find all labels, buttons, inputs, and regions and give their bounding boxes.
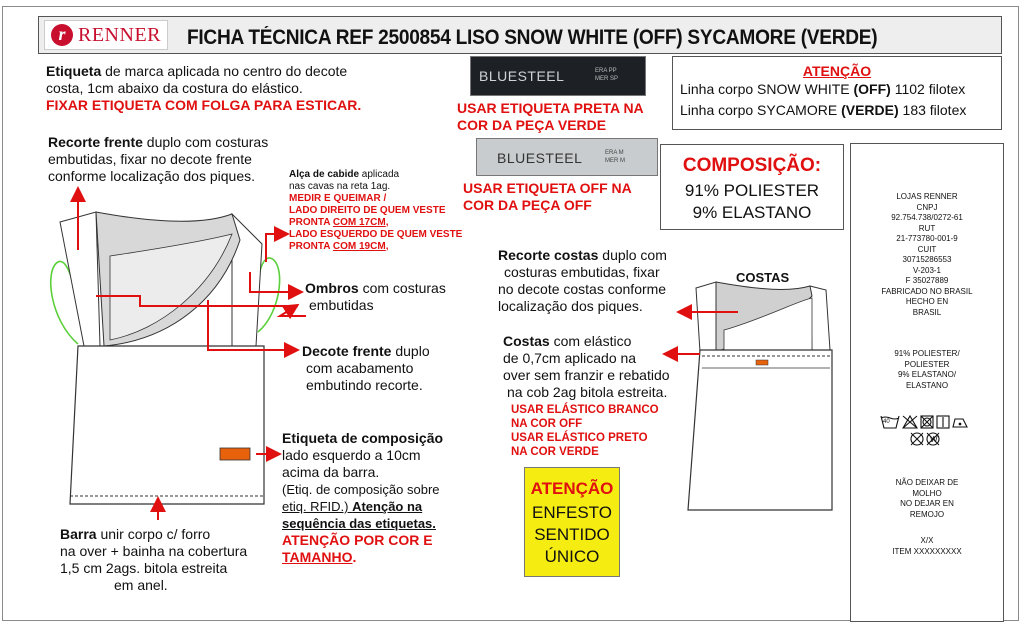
spreading-attention-box — [524, 467, 620, 577]
care-label-line: 91% POLIESTER/ — [894, 349, 960, 358]
composition-line-2: 9% ELASTANO — [692, 203, 812, 222]
care-label-line: ELASTANO — [905, 380, 949, 390]
brand-tag-off-name: BLUESTEEL — [497, 150, 583, 166]
no-wet-clean-icon — [927, 433, 939, 445]
svg-text:W: W — [930, 435, 938, 444]
hem-note: Barra unir corpo c/ forro na over + bainha na cobertura 1,5 cm 2ags. bitola estreita em anel. — [60, 526, 248, 593]
care-label-line: CUIT — [917, 244, 937, 254]
care-label-line: HECHO EN — [905, 297, 949, 306]
elastic-color-note: USAR ELÁSTICO BRANCO NA COR OFF USAR ELÁSTICO PRETO NA COR VERDE — [511, 404, 659, 458]
care-label-line: MOLHO — [912, 488, 942, 498]
black-tag-note: USAR ETIQUETA PRETA NA COR DA PEÇA VERDE — [457, 100, 644, 133]
care-label-line: F 35027889 — [905, 276, 949, 285]
care-label-soak-warning — [851, 478, 1003, 520]
renner-logo-mark: r — [51, 24, 73, 46]
brand-tag-off-size: ERA M MER M — [605, 150, 625, 164]
front-neckline-note: Decote frente duplo com acabamento embutindo recorte. — [302, 343, 430, 393]
back-garment-drawing — [688, 282, 832, 510]
back-cutout-note: Recorte costas duplo com costuras embutidas, fixar no decote costas conforme localização dos piques. — [498, 247, 667, 314]
composition-label-note: Etiqueta de composição lado esquerdo a 10cm acima da barra. (Etiq. de composição sobre etiq. RFID.) Atenção na sequência das etiquetas. ATENÇÃO POR COR E TAMANHO. — [282, 430, 444, 565]
care-label-line: 21-773780-001-9 — [896, 234, 958, 243]
care-label-line: 9% ELASTANO/ — [897, 370, 957, 379]
back-view-label: COSTAS — [736, 270, 790, 285]
care-label-composition — [851, 349, 1003, 391]
care-label-line: REMOJO — [909, 509, 945, 519]
thread-line-off: Linha corpo SNOW WHITE (OFF) 1102 filotex — [680, 81, 966, 97]
composition-title: COMPOSIÇÃO: — [682, 155, 822, 176]
shoulders-note: Ombros com costuras embutidas — [305, 280, 446, 313]
care-icons — [879, 414, 979, 448]
thread-attention-title: ATENÇÃO — [802, 63, 872, 79]
care-label-line: RUT — [918, 223, 936, 233]
page-title: FICHA TÉCNICA REF 2500854 LISO SNOW WHITE (OFF) SYCAMORE (VERDE) — [187, 26, 878, 49]
off-tag-note: USAR ETIQUETA OFF NA COR DA PEÇA OFF — [463, 180, 632, 213]
no-dry-clean-icon — [911, 433, 923, 445]
front-garment-drawing — [51, 212, 280, 504]
brand-tag-off — [476, 138, 658, 176]
spreading-attention-text: ENFESTO SENTIDO ÚNICO — [532, 503, 612, 566]
back-elastic-note: Costas com elástico de 0,7cm aplicado na over sem franzir e rebatido na cob 2ag bitola estreita. — [503, 333, 670, 400]
iron-low-icon — [953, 419, 967, 427]
wash-temp: 40 — [883, 419, 890, 425]
care-label-line: CNPJ — [916, 202, 938, 212]
thread-line-verde: Linha corpo SYCAMORE (VERDE) 183 filotex — [680, 102, 967, 118]
care-label-line: NÃO DEIXAR DE — [895, 478, 959, 487]
care-label-line: FABRICADO NO BRASIL — [881, 286, 973, 296]
hanger-strap-note: Alça de cabide aplicada nas cavas na reta 1ag. MEDIR E QUEIMAR / LADO DIREITO DE QUEM VESTE PRONTA COM 17CM, LADO ESQUERDO DE QUEM VESTE PRONTA COM 19CM, — [289, 169, 463, 252]
care-label-line: NO DEJAR EN — [900, 499, 954, 508]
front-body — [70, 346, 264, 504]
back-brand-label-marker — [756, 360, 768, 365]
composition-box — [660, 144, 844, 230]
brand-tag-black-name: BLUESTEEL — [479, 68, 565, 84]
front-cutout-note: Recorte frente duplo com costuras embutidas, fixar no decote frente conforme localização dos piques. — [48, 134, 269, 184]
no-tumble-dry-icon — [921, 416, 933, 428]
back-body — [688, 350, 832, 510]
care-label-company-info — [851, 192, 1003, 318]
dry-flat-icon — [937, 416, 949, 428]
spreading-attention-title: ATENÇÃO — [530, 479, 614, 498]
composition-label-marker — [220, 448, 250, 460]
care-label-line: POLIESTER — [904, 359, 950, 369]
care-label-line: LOJAS RENNER — [896, 192, 958, 201]
no-bleach-icon — [903, 416, 917, 428]
brand-tag-black-size: ERA PP MER SP — [595, 68, 619, 82]
composition-line-1: 91% POLIESTER — [684, 181, 820, 200]
care-label-line: V-203-1 — [912, 265, 942, 275]
thread-attention-box — [672, 56, 1002, 130]
care-label-line: 30715286553 — [902, 255, 952, 264]
care-label-line: 92.754.738/0272-61 — [891, 213, 963, 222]
brand-label-note: Etiqueta de marca aplicada no centro do decote costa, 1cm abaixo da costura do elástico. FIXAR ETIQUETA COM FOLGA PARA ESTICAR. — [46, 63, 362, 113]
care-label-size-item: X/X ITEM XXXXXXXXX — [892, 536, 962, 556]
care-label — [850, 143, 1004, 622]
care-label-line: BRASIL — [912, 307, 942, 317]
renner-logo-text: RENNER — [78, 24, 161, 46]
brand-tag-black — [470, 56, 646, 96]
